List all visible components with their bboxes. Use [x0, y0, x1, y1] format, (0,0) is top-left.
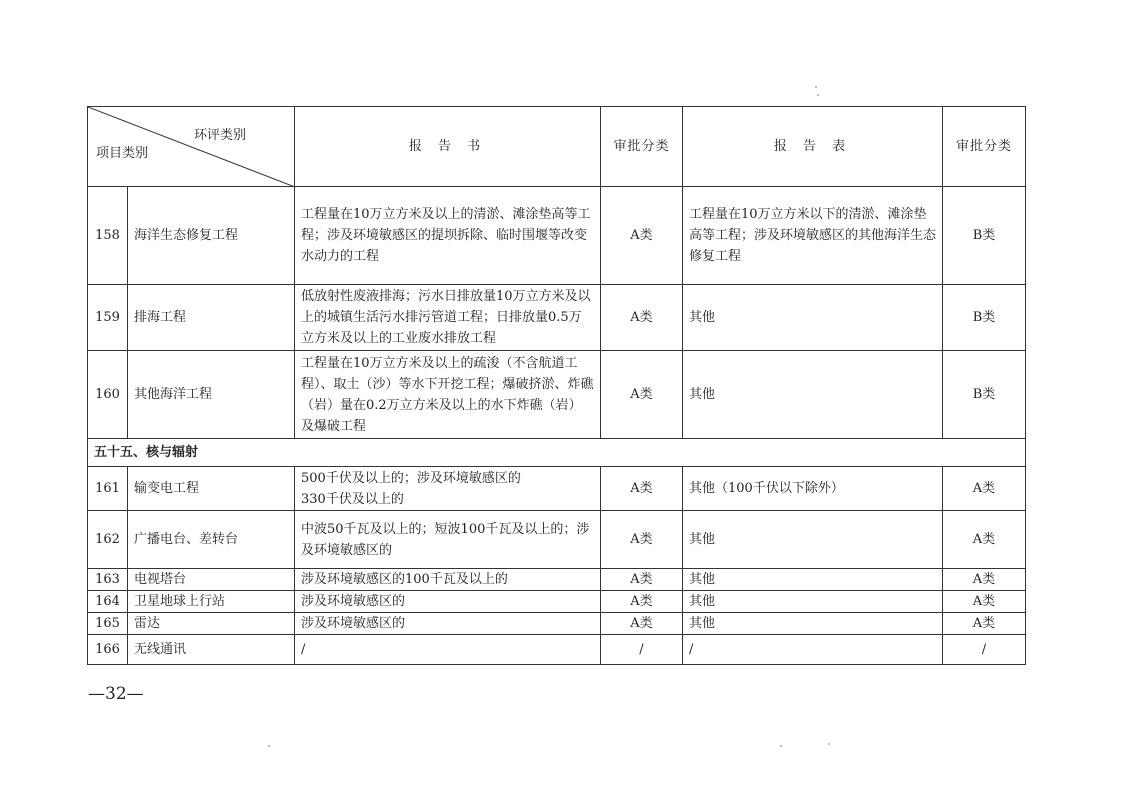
diagonal-header-cell [88, 107, 295, 187]
approval-grade-2: A类 [943, 511, 1026, 569]
row-number: 164 [88, 591, 128, 613]
table-row [88, 511, 1026, 569]
table-row [88, 569, 1026, 591]
report-book-criteria: 涉及环境敏感区的100千瓦及以上的 [295, 569, 601, 591]
report-form-criteria: 其他 [683, 511, 943, 569]
scan-speck [817, 94, 819, 96]
project-name: 无线通讯 [128, 635, 295, 665]
report-book-criteria: 涉及环境敏感区的 [295, 613, 601, 635]
approval-grade-1: A类 [601, 591, 683, 613]
approval-grade-1: / [601, 635, 683, 665]
report-book-criteria: 低放射性废液排海；污水日排放量10万立方米及以上的城镇生活污水排污管道工程；日排放量0.5万立方米及以上的工业废水排放工程 [295, 285, 601, 351]
section-title: 五十五、核与辐射 [88, 439, 1026, 467]
classification-table [87, 106, 1026, 665]
row-number: 160 [88, 351, 128, 439]
project-name: 海洋生态修复工程 [128, 187, 295, 285]
table-row [88, 285, 1026, 351]
report-form-criteria: 其他 [683, 591, 943, 613]
approval-grade-2: B类 [943, 351, 1026, 439]
approval-grade-1: A类 [601, 187, 683, 285]
scan-speck [780, 745, 782, 747]
scan-speck [268, 745, 270, 747]
scan-speck [828, 743, 830, 745]
row-number: 162 [88, 511, 128, 569]
row-number: 166 [88, 635, 128, 665]
approval-grade-1: A类 [601, 467, 683, 511]
project-name: 电视塔台 [128, 569, 295, 591]
project-name: 其他海洋工程 [128, 351, 295, 439]
approval-grade-2: A类 [943, 569, 1026, 591]
report-form-criteria: 其他（100千伏以下除外） [683, 467, 943, 511]
table-row [88, 187, 1026, 285]
row-number: 163 [88, 569, 128, 591]
row-number: 161 [88, 467, 128, 511]
approval-grade-1: A类 [601, 613, 683, 635]
project-name: 输变电工程 [128, 467, 295, 511]
table-row [88, 467, 1026, 511]
report-form-criteria: 其他 [683, 613, 943, 635]
report-book-criteria: 工程量在10万立方米及以上的疏浚（不含航道工程）、取土（沙）等水下开挖工程；爆破挤淤、炸礁（岩）量在0.2万立方米及以上的水下炸礁（岩）及爆破工程 [295, 351, 601, 439]
row-number: 165 [88, 613, 128, 635]
report-book-criteria: 工程量在10万立方米及以上的清淤、滩涂垫高等工程；涉及环境敏感区的提坝拆除、临时围堰等改变水动力的工程 [295, 187, 601, 285]
scan-speck [815, 86, 817, 88]
page-number: —32— [88, 684, 144, 704]
report-book-criteria [295, 467, 601, 511]
project-name: 雷达 [128, 613, 295, 635]
table-row [88, 613, 1026, 635]
header-eia-category: 环评类别 [193, 128, 246, 143]
table-row [88, 591, 1026, 613]
approval-grade-1: A类 [601, 285, 683, 351]
row-number: 159 [88, 285, 128, 351]
report-book-line: 500千伏及以上的；涉及环境敏感区的 [301, 470, 521, 486]
header-approval-1: 审批分类 [601, 107, 683, 187]
approval-grade-2: / [943, 635, 1026, 665]
project-name: 广播电台、差转台 [128, 511, 295, 569]
header-report-form: 报 告 表 [683, 107, 943, 187]
report-book-criteria: / [295, 635, 601, 665]
header-report-book: 报 告 书 [295, 107, 601, 187]
approval-grade-1: A类 [601, 351, 683, 439]
report-form-criteria: / [683, 635, 943, 665]
project-name: 排海工程 [128, 285, 295, 351]
report-book-line: 330千伏及以上的 [301, 491, 404, 507]
section-row [88, 439, 1026, 467]
table-row [88, 351, 1026, 439]
report-book-criteria: 涉及环境敏感区的 [295, 591, 601, 613]
approval-grade-2: A类 [943, 613, 1026, 635]
project-name: 卫星地球上行站 [128, 591, 295, 613]
approval-grade-1: A类 [601, 569, 683, 591]
approval-grade-2: A类 [943, 591, 1026, 613]
table-header-row [88, 107, 1026, 187]
header-project-category: 项目类别 [96, 146, 149, 161]
table-row [88, 635, 1026, 665]
report-form-criteria: 工程量在10万立方米以下的清淤、滩涂垫高等工程；涉及环境敏感区的其他海洋生态修复工程 [683, 187, 943, 285]
report-form-criteria: 其他 [683, 569, 943, 591]
approval-grade-2: B类 [943, 285, 1026, 351]
report-form-criteria: 其他 [683, 351, 943, 439]
report-form-criteria: 其他 [683, 285, 943, 351]
approval-grade-1: A类 [601, 511, 683, 569]
approval-grade-2: A类 [943, 467, 1026, 511]
approval-grade-2: B类 [943, 187, 1026, 285]
header-approval-2: 审批分类 [943, 107, 1026, 187]
report-book-criteria: 中波50千瓦及以上的；短波100千瓦及以上的；涉及环境敏感区的 [295, 511, 601, 569]
row-number: 158 [88, 187, 128, 285]
